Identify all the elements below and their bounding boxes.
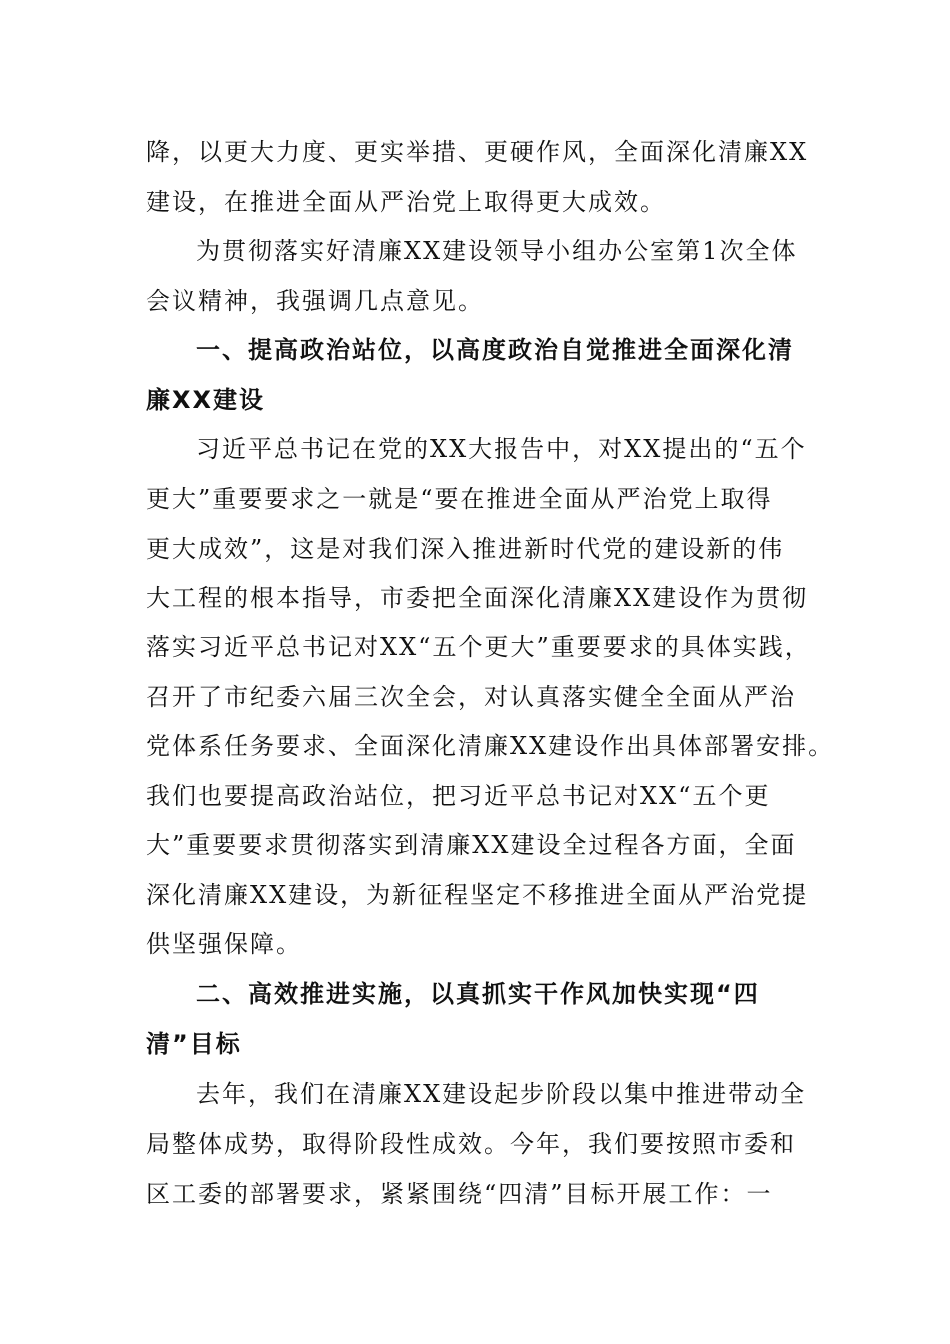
text-line: 大”重要要求贯彻落实到清廉XX建设全过程各方面，全面 [146, 831, 797, 859]
text-line: 降，以更大力度、更实举措、更硬作风，全面深化清廉XX [146, 138, 809, 166]
text-line: 区工委的部署要求，紧紧围绕“四清”目标开展工作：一 [146, 1180, 773, 1208]
text-line: 召开了市纪委六届三次全会，对认真落实健全全面从严治 [146, 683, 796, 711]
text-line: 更大成效”，这是对我们深入推进新时代党的建设新的伟 [146, 535, 785, 563]
text-line: 供坚强保障。 [146, 930, 302, 958]
heading-line: 二、高效推进实施，以真抓实干作风加快实现“四 [196, 980, 760, 1008]
text-line: 落实习近平总书记对XX“五个更大”重要要求的具体实践， [146, 633, 811, 661]
text-line: 局整体成势，取得阶段性成效。今年，我们要按照市委和 [146, 1130, 796, 1158]
text-line: 会议精神，我强调几点意见。 [146, 287, 484, 315]
text-line: 建设，在推进全面从严治党上取得更大成效。 [146, 188, 666, 216]
heading-line: 一、提高政治站位，以高度政治自觉推进全面深化清 [196, 336, 794, 364]
text-line: 我们也要提高政治站位，把习近平总书记对XX“五个更 [146, 782, 771, 810]
text-line: 为贯彻落实好清廉XX建设领导小组办公室第1次全体 [196, 237, 798, 265]
heading-line: 廉XX建设 [146, 386, 266, 414]
text-line: 更大”重要要求之一就是“要在推进全面从严治党上取得 [146, 485, 773, 513]
heading-line: 清”目标 [146, 1030, 242, 1058]
text-line: 党体系任务要求、全面深化清廉XX建设作出具体部署安排。 [146, 732, 835, 760]
text-line: 去年，我们在清廉XX建设起步阶段以集中推进带动全 [196, 1080, 807, 1108]
text-line: 深化清廉XX建设，为新征程坚定不移推进全面从严治党提 [146, 881, 809, 909]
text-line: 大工程的根本指导，市委把全面深化清廉XX建设作为贯彻 [146, 584, 809, 612]
text-line: 习近平总书记在党的XX大报告中，对XX提出的“五个 [196, 435, 807, 463]
